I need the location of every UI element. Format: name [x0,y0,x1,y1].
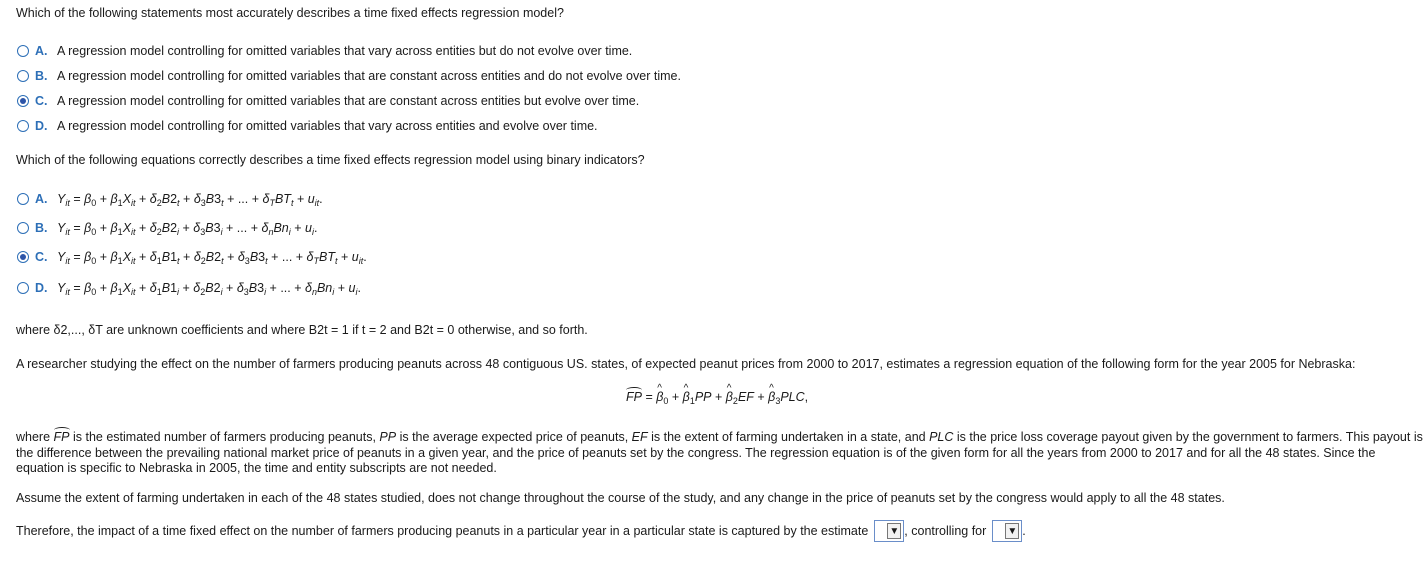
option-letter: C. [35,94,48,108]
option-letter: D. [35,119,48,133]
option-letter: B. [35,221,48,235]
question-1-prompt: Which of the following statements most accurately describes a time fixed effects regression model? [16,6,564,20]
definition-fp: is the estimated number of farmers producing peanuts, [69,430,380,444]
equation-b: $Y_{it} = \beta_0 + \beta_1X_{it} + \delta_2B2_i + \delta_3B3_i$ + ... + $\delta_nBn_i + u_i$. [57,221,318,237]
controlling-dropdown[interactable] [992,520,1022,542]
estimate-dropdown[interactable] [874,520,904,542]
estimated-equation: FP = ^ $\beta_0$ + ^ $\beta_1PP$ + ^ $\beta_2EF$ + ^ $\beta_3PLC$, [626,390,808,404]
q2-option-b[interactable] [17,221,317,235]
radio-button-selected[interactable] [17,251,29,263]
radio-button[interactable] [17,222,29,234]
q1-option-a[interactable] [17,44,632,58]
q2-option-a[interactable] [17,192,323,206]
q2-option-c[interactable] [17,250,367,264]
definition-plc: is the price loss coverage payout given by the government to farmers. This payout is the difference between the prevailing national market price of peanuts in a given year, and the price of peanuts set by the congress. The regression equation is of the given form for all the years from 2000 to 2017 and for all the 48 states. Since the equation is specific to Nebraska in 2005, the time and entity subscripts are not needed. [16,430,1423,475]
variable-definitions-paragraph: where FP is the estimated number of farmers producing peanuts, PP is the average expected price of peanuts, EF is the extent of farming undertaken in a state, and PLC is the price loss coverage payout given by the government to farmers. This payout is the difference between the prevailing national market price of peanuts in a given year, and the price of peanuts set by the congress. The regression equation is of the given form for all the years from 2000 to 2017 and for all the 48 states. Since the equation is specific to Nebraska in 2005, the time and entity subscripts are not needed. [16,430,1423,475]
equation-d: $Y_{it} = \beta_0 + \beta_1X_{it} + \delta_1B1_i + \delta_2B2_i + \delta_3B3_i$ + ... + $\delta_nBn_i + u_i$. [57,281,361,297]
option-letter: D. [35,281,48,295]
option-letter: A. [35,44,48,58]
equation-c: $Y_{it} = \beta_0 + \beta_1X_{it} + \delta_1B1_t + \delta_2B2_t + \delta_3B3_t$ + ... + $\delta_TBT_t + u_{it}$. [57,250,367,266]
definition-pp: is the average expected price of peanuts, [396,430,632,444]
dropdown-arrow-icon: ▼ [887,523,901,539]
controlling-for-text: , controlling for [904,524,987,538]
answer-line [16,520,1026,542]
q1-option-b[interactable] [17,69,681,83]
option-letter: C. [35,250,48,264]
q1-option-c[interactable] [17,94,639,108]
period: . [1022,524,1026,538]
q1-option-d[interactable] [17,119,598,133]
option-text: A regression model controlling for omitted variables that are constant across entities but evolve over time. [57,94,640,108]
option-text: A regression model controlling for omitted variables that vary across entities but do not evolve over time. [57,44,633,58]
option-text: A regression model controlling for omitted variables that vary across entities and evolve over time. [57,119,598,133]
researcher-paragraph: A researcher studying the effect on the number of farmers producing peanuts across 48 contiguous US. states, of expected peanut prices from 2000 to 2017, estimates a regression equation of the following form for the year 2005 for Nebraska: [16,357,1356,371]
dropdown-arrow-icon: ▼ [1005,523,1019,539]
where-delta-line: where δ2,..., δT are unknown coefficients and where B2t = 1 if t = 2 and B2t = 0 otherwise, and so forth. [16,323,588,337]
q2-option-d[interactable] [17,281,361,295]
radio-button[interactable] [17,282,29,294]
question-2-prompt: Which of the following equations correctly describes a time fixed effects regression model using binary indicators? [16,153,645,167]
radio-button-selected[interactable] [17,95,29,107]
radio-button[interactable] [17,70,29,82]
radio-button[interactable] [17,193,29,205]
radio-button[interactable] [17,45,29,57]
option-letter: B. [35,69,48,83]
option-letter: A. [35,192,48,206]
equation-a: $Y_{it} = \beta_0 + \beta_1X_{it} + \delta_2B2_t + \delta_3B3_t$ + ... + $\delta_TBT_t + u_{it}$. [57,192,323,208]
answer-prompt: Therefore, the impact of a time fixed effect on the number of farmers producing peanuts in a particular year in a particular state is captured by the estimate [16,524,869,538]
definition-ef: is the extent of farming undertaken in a state, and [647,430,930,444]
assumption-paragraph: Assume the extent of farming undertaken in each of the 48 states studied, does not change throughout the course of the study, and any change in the price of peanuts set by the congress would apply to all the 48 states. [16,491,1225,505]
radio-button[interactable] [17,120,29,132]
option-text: A regression model controlling for omitted variables that are constant across entities and do not evolve over time. [57,69,681,83]
